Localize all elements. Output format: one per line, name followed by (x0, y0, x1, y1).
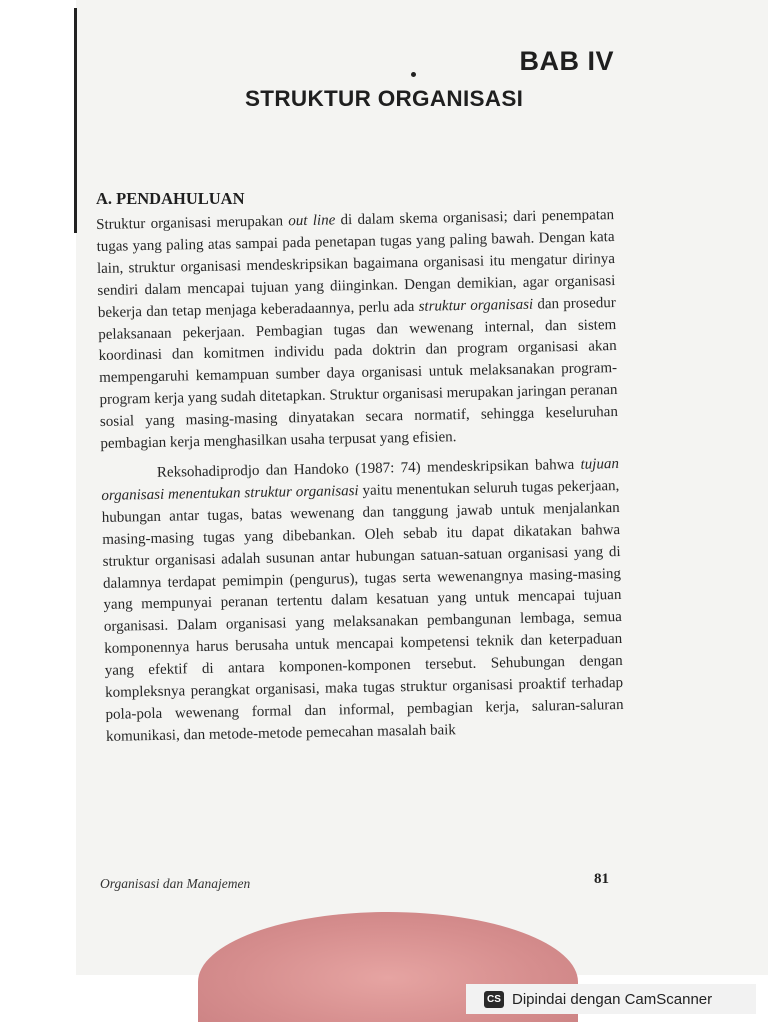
camscanner-watermark (466, 984, 756, 1014)
text-run: di dalam skema organisasi; dari penempatan tugas yang paling atas sampai pada penetapan tugas yang paling bawah. Dengan kata lain, struktur organisasi mendeskripsikan bagaimana organisasi itu mengatur dirinya sendiri dalam mencapai tujuan yang diinginkan. Dengan demikian, agar organisasi bekerja dan tetap menjaga keberadaannya, perlu ada (96, 207, 616, 321)
chapter-title: STRUKTUR ORGANISASI (245, 86, 524, 111)
running-footer: Organisasi dan Manajemen (100, 876, 251, 891)
text-run: Struktur organisasi merupakan (96, 213, 289, 233)
text-run: yaitu menentukan seluruh tugas pekerjaan, hubungan antar tugas, batas wewenang dan tanggung jawab untuk menjalankan masing-masing tugas yang dibebankan. Oleh sebab itu dapat dikatakan bahwa struktur organisasi adalah susunan antar hubungan satuan-satuan organisasi yang di dalamnya terdapat pemimpin (pengurus), tugas serta wewenangnya masing-masing yang mempunyai peranan tertentu dalam kesatuan yang untuk mencapai tujuan organisasi. Dalam organisasi yang melaksanakan pembangunan lembaga, semua komponennya harus berusaha untuk mencapai kompetensi teknik dan keterpaduan yang efektif di antara komponen-komponen tersebut. Sehubungan dengan kompleksnya perangkat organisasi, maka tugas struktur organisasi proaktif terhadap pola-pola wewenang formal dan informal, pembagian kerja, saluran-saluran komunikasi, dan metode-metode pemecahan masalah baik (101, 477, 624, 745)
camscanner-logo-icon: CS (484, 991, 504, 1008)
ink-speck (411, 72, 416, 77)
italic-term: struktur organisasi (418, 296, 534, 315)
italic-term: out line (288, 212, 336, 230)
italic-term: tujuan organisasi menentukan struktur organisasi (101, 455, 620, 504)
page-spine-edge (74, 8, 77, 233)
paragraph (96, 205, 619, 456)
page-number: 81 (594, 871, 609, 887)
text-run: dan prosedur pelaksanaan pekerjaan. Pembagian tugas dan wewenang internal, dan sistem koordinasi dan komitmen individu pada doktrin dan program organisasi akan mempengaruhi kemampuan sumber daya organisasi untuk melaksanakan program-program kerja yang sudah ditetapkan. Struktur organisasi merupakan jaringan peranan sosial yang masing-masing dinyatakan secara normatif, sehingga keseluruhan pembagian kerja menghasilkan usaha terpusat yang efisien. (98, 294, 619, 453)
text-run: Reksohadiprodjo dan Handoko (1987: 74) mendeskripsikan bahwa (156, 456, 581, 481)
section-heading: A. PENDAHULUAN (96, 189, 245, 208)
body-text (96, 205, 624, 749)
chapter-number: BAB IV (519, 46, 614, 76)
paragraph (101, 454, 624, 749)
watermark-text: Dipindai dengan CamScanner (512, 990, 713, 1008)
